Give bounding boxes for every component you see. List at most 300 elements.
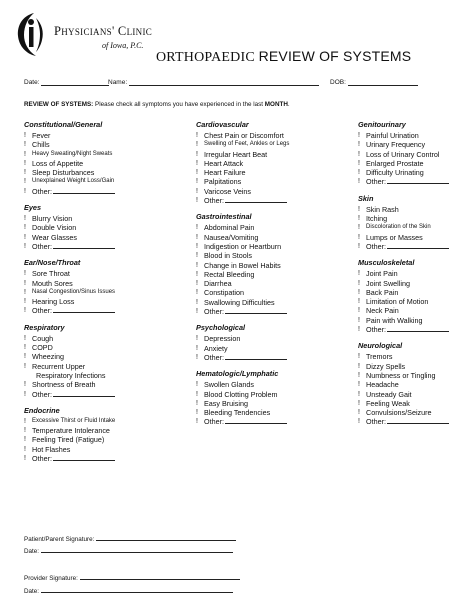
symptom-label: Other: bbox=[32, 186, 52, 196]
other-input-line[interactable] bbox=[387, 242, 449, 249]
symptom-label: Feeling Tired (Fatigue) bbox=[32, 435, 105, 445]
section-title: Ear/Nose/Throat bbox=[24, 258, 81, 268]
other-input-line[interactable] bbox=[53, 390, 115, 397]
symptom-checkbox-hearing-loss[interactable] bbox=[24, 297, 115, 306]
symptom-label: Hot Flashes bbox=[32, 444, 71, 454]
checkbox-icon[interactable]: ! bbox=[24, 390, 26, 398]
symptom-checkbox-shortness-of-breath[interactable] bbox=[24, 380, 115, 389]
symptom-label: Irregular Heart Beat bbox=[204, 149, 268, 159]
symptom-checkbox-loss-of-urinary-control[interactable] bbox=[358, 150, 449, 159]
checkbox-icon[interactable]: ! bbox=[196, 335, 198, 343]
symptom-label: Swelling of Feet, Ankles or Legs bbox=[204, 141, 290, 148]
checkbox-icon[interactable]: ! bbox=[358, 132, 360, 139]
symptom-label: Enlarged Prostate bbox=[366, 158, 424, 168]
symptom-checkbox-hot-flashes[interactable] bbox=[24, 445, 115, 454]
section-title: Genitourinary bbox=[358, 120, 406, 129]
symptom-label: Chest Pain or Discomfort bbox=[204, 131, 284, 140]
section-respiratory bbox=[24, 323, 115, 399]
checkbox-icon[interactable]: ! bbox=[196, 224, 198, 232]
section-title: Hematologic/Lymphatic bbox=[196, 369, 279, 379]
checkbox-icon[interactable]: ! bbox=[196, 169, 198, 177]
checkbox-icon[interactable]: ! bbox=[358, 316, 360, 324]
symptom-checkbox-swollen-glands[interactable] bbox=[196, 380, 289, 389]
instruction-lead: REVIEW OF SYSTEMS: bbox=[24, 101, 94, 108]
other-field[interactable] bbox=[358, 325, 449, 334]
dob-input-line[interactable] bbox=[348, 78, 418, 86]
symptom-checkbox-headache[interactable] bbox=[358, 380, 449, 389]
symptom-checkbox-indigestion-or-heartburn[interactable] bbox=[196, 242, 289, 251]
other-field[interactable] bbox=[358, 417, 449, 426]
symptom-checkbox-feeling-tired-fatigue[interactable] bbox=[24, 435, 115, 444]
checkbox-icon[interactable]: ! bbox=[196, 344, 198, 352]
symptom-label: Rectal Bleeding bbox=[204, 269, 255, 279]
symptom-checkbox-swallowing-difficulties[interactable] bbox=[196, 298, 289, 307]
symptom-checkbox-blood-in-stools[interactable] bbox=[196, 251, 289, 260]
clinic-name: Physicians' Clinic bbox=[54, 24, 153, 38]
symptom-label: Other: bbox=[366, 417, 386, 427]
symptom-label: Varicose Veins bbox=[204, 186, 252, 196]
patient-signature-line[interactable] bbox=[96, 534, 236, 541]
symptom-checkbox-depression[interactable] bbox=[196, 334, 289, 343]
checkbox-icon[interactable]: ! bbox=[196, 132, 198, 139]
name-label: Name: bbox=[108, 79, 128, 86]
symptom-checkbox-wear-glasses[interactable] bbox=[24, 233, 115, 242]
checkbox-icon[interactable]: ! bbox=[24, 242, 26, 250]
symptom-label: Swollen Glands bbox=[204, 380, 254, 390]
symptom-checkbox-back-pain[interactable] bbox=[358, 288, 449, 297]
checkbox-icon[interactable]: ! bbox=[196, 399, 198, 407]
symptom-checkbox-rectal-bleeding[interactable] bbox=[196, 270, 289, 279]
other-field[interactable] bbox=[24, 242, 115, 251]
section-psychological bbox=[196, 323, 289, 362]
symptom-continuation bbox=[24, 371, 115, 380]
checkbox-icon[interactable]: ! bbox=[24, 427, 26, 435]
checkbox-icon[interactable]: ! bbox=[196, 187, 198, 195]
symptom-label: Dizzy Spells bbox=[366, 361, 406, 371]
other-field[interactable] bbox=[358, 177, 449, 186]
symptom-checkbox-unexplained-weight-loss-gain[interactable] bbox=[24, 177, 115, 186]
symptom-label: Convulsions/Seizure bbox=[366, 408, 432, 418]
checkbox-icon[interactable]: ! bbox=[358, 150, 360, 158]
symptom-label: Heart Attack bbox=[204, 158, 244, 168]
symptom-checkbox-varicose-veins[interactable] bbox=[196, 187, 289, 196]
checkbox-icon[interactable]: ! bbox=[196, 233, 198, 241]
symptom-label: Pain with Walking bbox=[366, 315, 423, 325]
section-title: Gastrointestinal bbox=[196, 212, 252, 222]
checkbox-icon[interactable]: ! bbox=[24, 159, 26, 167]
symptom-label: Blood Clotting Problem bbox=[204, 389, 278, 399]
other-field[interactable] bbox=[24, 390, 115, 399]
symptom-checkbox-itching[interactable] bbox=[358, 214, 449, 223]
symptom-label: Other: bbox=[366, 177, 386, 187]
symptom-checkbox-dizzy-spells[interactable] bbox=[358, 362, 449, 371]
checkbox-icon[interactable]: ! bbox=[24, 455, 26, 463]
symptom-checkbox-enlarged-prostate[interactable] bbox=[358, 159, 449, 168]
instruction-month: MONTH bbox=[264, 101, 288, 108]
symptom-label: Fever bbox=[32, 131, 51, 140]
section-skin bbox=[358, 194, 449, 251]
symptom-checkbox-easy-bruising[interactable] bbox=[196, 399, 289, 408]
other-input-line[interactable] bbox=[225, 417, 287, 424]
symptom-checkbox-diarrhea[interactable] bbox=[196, 279, 289, 288]
date-field[interactable] bbox=[24, 78, 109, 86]
symptom-checkbox-numbness-or-tingling[interactable] bbox=[358, 371, 449, 380]
checkbox-icon[interactable]: ! bbox=[196, 418, 198, 426]
symptom-checkbox-heavy-sweating-night-sweats[interactable] bbox=[24, 150, 115, 159]
symptom-label: Swallowing Difficulties bbox=[204, 297, 275, 307]
symptom-checkbox-neck-pain[interactable] bbox=[358, 306, 449, 315]
symptom-label: Constipation bbox=[204, 288, 244, 298]
patient-date-line[interactable] bbox=[41, 546, 233, 553]
other-input-line[interactable] bbox=[53, 306, 115, 313]
checkbox-icon[interactable]: ! bbox=[196, 280, 198, 288]
symptom-checkbox-heart-failure[interactable] bbox=[196, 168, 289, 177]
checkbox-icon[interactable]: ! bbox=[24, 417, 26, 425]
section-title: Cardiovascular bbox=[196, 120, 249, 129]
other-field[interactable] bbox=[24, 187, 115, 196]
checkbox-icon[interactable]: ! bbox=[358, 298, 360, 306]
symptom-label: Other: bbox=[366, 241, 386, 251]
other-field[interactable] bbox=[196, 417, 289, 426]
checkbox-icon[interactable]: ! bbox=[196, 390, 198, 398]
checkbox-icon[interactable]: ! bbox=[24, 224, 26, 232]
section-title: Musculoskeletal bbox=[358, 258, 415, 268]
section-title: Constitutional/General bbox=[24, 120, 103, 129]
symptom-checkbox-abdominal-pain[interactable] bbox=[196, 223, 289, 232]
checkbox-icon[interactable]: ! bbox=[358, 409, 360, 417]
symptom-checkbox-swelling-of-feet-ankles-or-legs[interactable] bbox=[196, 140, 289, 149]
section-constitutional-general bbox=[24, 120, 115, 196]
symptom-checkbox-temperature-intolerance[interactable] bbox=[24, 426, 115, 435]
checkbox-icon[interactable]: ! bbox=[358, 169, 360, 177]
checkbox-icon[interactable]: ! bbox=[358, 381, 360, 389]
clinic-subtitle: of Iowa, P.C. bbox=[102, 41, 144, 50]
symptom-checkbox-urinary-frequency[interactable] bbox=[358, 140, 449, 149]
symptom-checkbox-blood-clotting-problem[interactable] bbox=[196, 390, 289, 399]
symptom-label: Easy Bruising bbox=[204, 398, 248, 408]
symptom-label: Other: bbox=[32, 306, 52, 316]
checkbox-icon[interactable]: ! bbox=[358, 178, 360, 186]
symptom-label: Depression bbox=[204, 334, 241, 344]
symptom-label: Wheezing bbox=[32, 352, 64, 362]
checkbox-icon[interactable]: ! bbox=[196, 159, 198, 167]
symptom-label: Blood in Stools bbox=[204, 251, 252, 261]
symptom-label: Other: bbox=[204, 307, 224, 317]
symptom-checkbox-pain-with-walking[interactable] bbox=[358, 316, 449, 325]
symptom-checkbox-chest-pain-or-discomfort[interactable] bbox=[196, 131, 289, 140]
checkbox-icon[interactable]: ! bbox=[24, 270, 26, 278]
symptom-label: Bleeding Tendencies bbox=[204, 408, 271, 418]
checkbox-icon[interactable]: ! bbox=[24, 307, 26, 315]
symptom-checkbox-copd[interactable] bbox=[24, 343, 115, 352]
symptom-label: Tremors bbox=[366, 352, 393, 362]
patient-signature-label: Patient/Parent Signature: bbox=[24, 536, 95, 543]
symptom-label: Loss of Appetite bbox=[32, 158, 84, 168]
symptom-label: Headache bbox=[366, 380, 399, 390]
name-input-line[interactable] bbox=[129, 78, 319, 86]
other-field[interactable] bbox=[24, 454, 115, 463]
section-hematologic-lymphatic bbox=[196, 369, 289, 426]
checkbox-icon[interactable]: ! bbox=[24, 288, 26, 296]
other-field[interactable] bbox=[196, 196, 289, 205]
checkbox-icon[interactable]: ! bbox=[24, 353, 26, 361]
checkbox-icon[interactable]: ! bbox=[358, 326, 360, 334]
symptom-label: Joint Pain bbox=[366, 269, 398, 279]
other-input-line[interactable] bbox=[225, 196, 287, 203]
symptom-checkbox-cough[interactable] bbox=[24, 334, 115, 343]
symptom-label: Excessive Thirst or Fluid Intake bbox=[32, 417, 116, 424]
symptom-label: Nasal Congestion/Sinus Issues bbox=[32, 288, 116, 295]
checkbox-icon[interactable]: ! bbox=[358, 390, 360, 398]
symptom-label: Unsteady Gait bbox=[366, 389, 412, 399]
checkbox-icon[interactable]: ! bbox=[358, 270, 360, 278]
symptom-label: Blurry Vision bbox=[32, 214, 73, 224]
checkbox-icon[interactable]: ! bbox=[24, 178, 26, 186]
symptom-label: Joint Swelling bbox=[366, 278, 410, 288]
symptom-checkbox-change-in-bowel-habits[interactable] bbox=[196, 261, 289, 270]
checkbox-icon[interactable]: ! bbox=[196, 289, 198, 297]
symptom-checkbox-lumps-or-masses[interactable] bbox=[358, 233, 449, 242]
patient-date-field[interactable] bbox=[24, 546, 233, 555]
symptom-checkbox-anxiety[interactable] bbox=[196, 344, 289, 353]
symptom-label: Itching bbox=[366, 214, 388, 224]
checkbox-icon[interactable]: ! bbox=[358, 279, 360, 287]
symptom-label: Diarrhea bbox=[204, 279, 232, 289]
name-field[interactable] bbox=[108, 78, 319, 86]
symptom-label: Limitation of Motion bbox=[366, 297, 429, 307]
other-field[interactable] bbox=[196, 353, 289, 362]
checkbox-icon[interactable]: ! bbox=[358, 362, 360, 370]
checkbox-icon[interactable]: ! bbox=[196, 298, 198, 306]
symptom-label: Anxiety bbox=[204, 343, 228, 353]
symptom-checkbox-excessive-thirst-or-fluid-intake[interactable] bbox=[24, 417, 115, 426]
other-input-line[interactable] bbox=[53, 187, 115, 194]
symptom-label: Sore Throat bbox=[32, 269, 70, 279]
section-eyes bbox=[24, 203, 115, 251]
checkbox-icon[interactable]: ! bbox=[358, 205, 360, 213]
symptom-label: COPD bbox=[32, 343, 53, 353]
symptom-label: Feeling Weak bbox=[366, 398, 410, 408]
checkbox-icon[interactable]: ! bbox=[24, 169, 26, 177]
other-input-line[interactable] bbox=[387, 417, 449, 424]
checkbox-icon[interactable]: ! bbox=[196, 381, 198, 389]
instruction-body: Please check all symptoms you have experienced in the last bbox=[93, 101, 265, 108]
section-title: Skin bbox=[358, 193, 374, 203]
symptom-label: Change in Bowel Habits bbox=[204, 260, 281, 270]
symptom-checkbox-sleep-disturbances[interactable] bbox=[24, 168, 115, 177]
checkbox-icon[interactable]: ! bbox=[358, 371, 360, 379]
checkbox-icon[interactable]: ! bbox=[358, 224, 360, 232]
symptom-label: Other: bbox=[32, 454, 52, 464]
symptom-label: Unexplained Weight Loss/Gain bbox=[32, 178, 115, 185]
symptom-label: Wear Glasses bbox=[32, 232, 78, 242]
other-input-line[interactable] bbox=[387, 325, 449, 332]
symptom-checkbox-limitation-of-motion[interactable] bbox=[358, 297, 449, 306]
checkbox-icon[interactable]: ! bbox=[196, 252, 198, 260]
section-ear-nose-throat bbox=[24, 258, 115, 315]
section-endocrine bbox=[24, 406, 115, 463]
checkbox-icon[interactable]: ! bbox=[24, 141, 26, 149]
symptom-label: Heart Failure bbox=[204, 168, 246, 178]
checkbox-icon[interactable]: ! bbox=[196, 178, 198, 186]
symptom-label: Loss of Urinary Control bbox=[366, 149, 440, 159]
checkbox-icon[interactable]: ! bbox=[24, 150, 26, 158]
checkbox-icon[interactable]: ! bbox=[24, 381, 26, 389]
symptom-checkbox-constipation[interactable] bbox=[196, 288, 289, 297]
dob-field[interactable] bbox=[330, 78, 418, 86]
symptom-label: Shortness of Breath bbox=[32, 380, 96, 390]
checkbox-icon[interactable]: ! bbox=[358, 399, 360, 407]
symptom-column-1 bbox=[24, 120, 115, 470]
checkbox-icon[interactable]: ! bbox=[24, 187, 26, 195]
symptom-checkbox-heart-attack[interactable] bbox=[196, 159, 289, 168]
symptom-label: Other: bbox=[366, 325, 386, 335]
symptom-label: Cough bbox=[32, 333, 54, 343]
checkbox-icon[interactable]: ! bbox=[24, 279, 26, 287]
checkbox-icon[interactable]: ! bbox=[24, 362, 26, 370]
provider-date-line[interactable] bbox=[41, 586, 233, 593]
symptom-checkbox-sore-throat[interactable] bbox=[24, 269, 115, 278]
checkbox-icon[interactable]: ! bbox=[24, 233, 26, 241]
checkbox-icon[interactable]: ! bbox=[196, 261, 198, 269]
symptom-checkbox-tremors[interactable] bbox=[358, 352, 449, 361]
patient-signature-field[interactable] bbox=[24, 534, 236, 543]
patient-date-label: Date: bbox=[24, 548, 40, 555]
section-neurological bbox=[358, 341, 449, 426]
checkbox-icon[interactable]: ! bbox=[24, 132, 26, 139]
clinic-logo-mark bbox=[14, 10, 48, 58]
symptom-label: Lumps or Masses bbox=[366, 232, 423, 242]
checkbox-icon[interactable]: ! bbox=[358, 159, 360, 167]
other-input-line[interactable] bbox=[225, 307, 287, 314]
checkbox-icon[interactable]: ! bbox=[358, 242, 360, 250]
symptom-label: Urinary Frequency bbox=[366, 140, 426, 150]
checkbox-icon[interactable]: ! bbox=[196, 197, 198, 205]
section-title: Eyes bbox=[24, 203, 42, 213]
other-input-line[interactable] bbox=[387, 177, 449, 184]
section-title: Respiratory bbox=[24, 322, 65, 332]
checkbox-icon[interactable]: ! bbox=[358, 288, 360, 296]
symptom-label: Heavy Sweating/Night Sweats bbox=[32, 150, 113, 157]
symptom-label: Skin Rash bbox=[366, 204, 399, 214]
provider-signature-field[interactable] bbox=[24, 573, 240, 582]
instruction-end: . bbox=[287, 101, 290, 108]
section-title: Psychological bbox=[196, 323, 246, 333]
symptom-label: Palpitations bbox=[204, 177, 242, 187]
form-title-sans: REVIEW OF SYSTEMS bbox=[258, 48, 412, 64]
symptom-checkbox-fever[interactable] bbox=[24, 131, 115, 140]
symptom-label: Numbness or Tingling bbox=[366, 370, 436, 380]
symptom-label: Hearing Loss bbox=[32, 297, 75, 307]
symptom-column-2 bbox=[196, 120, 289, 434]
checkbox-icon[interactable]: ! bbox=[358, 215, 360, 223]
symptom-label: Nausea/Vomiting bbox=[204, 232, 259, 242]
checkbox-icon[interactable]: ! bbox=[196, 150, 198, 158]
checkbox-icon[interactable]: ! bbox=[358, 307, 360, 315]
symptom-checkbox-recurrent-upper[interactable] bbox=[24, 362, 115, 371]
provider-date-field[interactable] bbox=[24, 586, 233, 595]
checkbox-icon[interactable]: ! bbox=[196, 308, 198, 316]
symptom-checkbox-unsteady-gait[interactable] bbox=[358, 390, 449, 399]
symptom-label: Other: bbox=[32, 389, 52, 399]
symptom-checkbox-convulsions-seizure[interactable] bbox=[358, 408, 449, 417]
provider-signature-label: Provider Signature: bbox=[24, 575, 78, 582]
symptom-checkbox-discoloration-of-the-skin[interactable] bbox=[358, 223, 449, 232]
symptom-checkbox-loss-of-appetite[interactable] bbox=[24, 159, 115, 168]
symptom-checkbox-painful-urination[interactable] bbox=[358, 131, 449, 140]
symptom-checkbox-chills[interactable] bbox=[24, 140, 115, 149]
section-title: Endocrine bbox=[24, 405, 60, 415]
checkbox-icon[interactable]: ! bbox=[24, 445, 26, 453]
symptom-checkbox-nausea-vomiting[interactable] bbox=[196, 233, 289, 242]
other-input-line[interactable] bbox=[53, 454, 115, 461]
symptom-checkbox-joint-pain[interactable] bbox=[358, 269, 449, 278]
checkbox-icon[interactable]: ! bbox=[196, 409, 198, 417]
symptom-checkbox-double-vision[interactable] bbox=[24, 223, 115, 232]
checkbox-icon[interactable]: ! bbox=[196, 242, 198, 250]
symptom-checkbox-nasal-congestion-sinus-issues[interactable] bbox=[24, 288, 115, 297]
symptom-label: Painful Urination bbox=[366, 131, 419, 140]
symptom-checkbox-feeling-weak[interactable] bbox=[358, 399, 449, 408]
symptom-label: Mouth Sores bbox=[32, 278, 73, 288]
other-input-line[interactable] bbox=[53, 242, 115, 249]
checkbox-icon[interactable]: ! bbox=[24, 298, 26, 306]
section-gastrointestinal bbox=[196, 212, 289, 316]
checkbox-icon[interactable]: ! bbox=[196, 141, 198, 149]
checkbox-icon[interactable]: ! bbox=[196, 270, 198, 278]
other-field[interactable] bbox=[24, 306, 115, 315]
symptom-label: Discoloration of the Skin bbox=[366, 224, 431, 231]
form-title bbox=[156, 48, 411, 66]
symptom-checkbox-bleeding-tendencies[interactable] bbox=[196, 408, 289, 417]
symptom-label: Double Vision bbox=[32, 223, 77, 233]
clinic-logo bbox=[14, 10, 174, 58]
other-field[interactable] bbox=[358, 242, 449, 251]
symptom-label: Other: bbox=[204, 352, 224, 362]
symptom-checkbox-irregular-heart-beat[interactable] bbox=[196, 150, 289, 159]
symptom-checkbox-mouth-sores[interactable] bbox=[24, 279, 115, 288]
symptom-checkbox-joint-swelling[interactable] bbox=[358, 279, 449, 288]
checkbox-icon[interactable]: ! bbox=[358, 353, 360, 361]
symptom-label: Recurrent Upper bbox=[32, 361, 86, 371]
checkbox-icon[interactable]: ! bbox=[24, 436, 26, 444]
symptom-checkbox-difficulty-urinating[interactable] bbox=[358, 168, 449, 177]
checkbox-icon[interactable]: ! bbox=[24, 344, 26, 352]
section-title: Neurological bbox=[358, 341, 403, 351]
section-musculoskeletal bbox=[358, 258, 449, 334]
symptom-label: Sleep Disturbances bbox=[32, 168, 95, 178]
checkbox-icon[interactable]: ! bbox=[24, 334, 26, 342]
checkbox-icon[interactable]: ! bbox=[358, 233, 360, 241]
checkbox-icon[interactable]: ! bbox=[358, 141, 360, 149]
symptom-checkbox-wheezing[interactable] bbox=[24, 352, 115, 361]
date-input-line[interactable] bbox=[41, 78, 109, 86]
symptom-label: Chills bbox=[32, 140, 50, 150]
symptom-checkbox-blurry-vision[interactable] bbox=[24, 214, 115, 223]
other-field[interactable] bbox=[196, 307, 289, 316]
provider-signature-line[interactable] bbox=[80, 573, 240, 580]
symptom-checkbox-skin-rash[interactable] bbox=[358, 205, 449, 214]
checkbox-icon[interactable]: ! bbox=[196, 353, 198, 361]
symptom-label: Temperature Intolerance bbox=[32, 426, 110, 436]
checkbox-icon[interactable]: ! bbox=[24, 215, 26, 223]
checkbox-icon[interactable]: ! bbox=[358, 418, 360, 426]
symptom-checkbox-palpitations[interactable] bbox=[196, 177, 289, 186]
symptom-label: Back Pain bbox=[366, 287, 399, 297]
instruction-text bbox=[24, 101, 290, 108]
other-input-line[interactable] bbox=[225, 353, 287, 360]
symptom-label: Neck Pain bbox=[366, 306, 399, 316]
